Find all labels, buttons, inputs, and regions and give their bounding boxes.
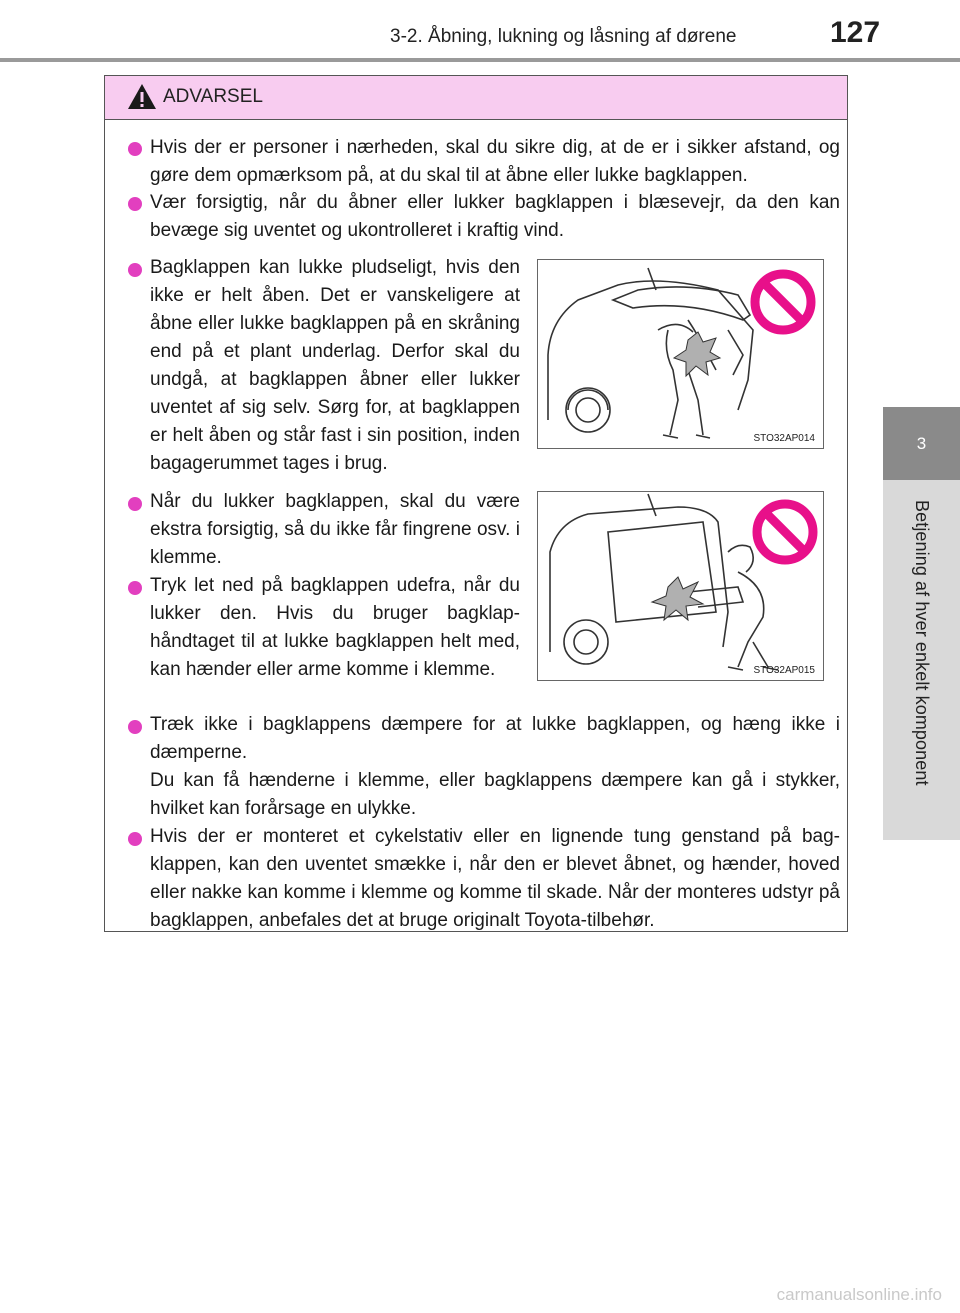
warning-item-7: Hvis der er monteret et cykelstativ eller en lignende tung genstand på bagklappen, kan den uventet smække i, når den er blevet åbnet, og hænder, hoved eller nakke kan komme i klemme og komme til skade. Når der monteres udstyr på bagklappen, anbefales det at bruge originalt Toyota-tilbehør. bbox=[150, 826, 840, 931]
car-tailgate-closing-drawing bbox=[538, 492, 822, 679]
figure-code: STO32AP014 bbox=[753, 433, 815, 444]
page-number: 127 bbox=[830, 16, 881, 49]
bullet-icon bbox=[128, 581, 142, 595]
warning-title: ADVARSEL bbox=[163, 86, 263, 107]
warning-item-5: Tryk let ned på bagklappen udefra, når du lukker den. Hvis du bruger bagklaphåndtaget til at lukke bagklappen helt med, kan hænder eller arme komme i klemme. bbox=[150, 575, 520, 680]
warning-item-3: Bagklappen kan lukke pludseligt, hvis den ikke er helt åben. Det er vanskeligere at åbne eller lukke bagklappen på en skråning end på et plant underlag. Derfor skal du undgå, at bagklappen åbner eller lukker uventet af sig selv. Sørg for, at bagklappen er helt åben og står fast i sin position, inden bagagerummet tages i brug. bbox=[150, 257, 520, 474]
bullet-icon bbox=[128, 497, 142, 511]
warning-header bbox=[105, 76, 847, 120]
warning-item-2: Vær forsigtig, når du åbner eller lukker bagklappen i blæsevejr, da den kan bevæge sig uventet og ukontrolleret i kraftig vind. bbox=[150, 192, 840, 241]
tailgate-slope-illustration bbox=[537, 259, 824, 449]
bullet-icon bbox=[128, 197, 142, 211]
header-divider bbox=[0, 58, 960, 62]
bullet-icon bbox=[128, 832, 142, 846]
warning-item-6-text: Træk ikke i bagklappens dæmpere for at lukke bagklappen, og hæng ikke i dæmperne. bbox=[150, 714, 840, 763]
warning-triangle-icon bbox=[127, 83, 157, 110]
watermark: carmanualsonline.info bbox=[776, 1285, 942, 1304]
warning-box bbox=[104, 75, 848, 932]
chapter-number-tab: 3 bbox=[883, 407, 960, 480]
bullet-icon bbox=[128, 142, 142, 156]
tailgate-closing-illustration bbox=[537, 491, 824, 681]
bullet-icon bbox=[128, 263, 142, 277]
bullet-icon bbox=[128, 720, 142, 734]
warning-item-4: Når du lukker bagklappen, skal du være ekstra forsigtig, så du ikke får fingrene osv. i klemme. bbox=[150, 491, 520, 568]
figure-code: STO32AP015 bbox=[753, 665, 815, 676]
chapter-title: Betjening af hver enkelt komponent bbox=[912, 500, 932, 786]
warning-item-6 bbox=[150, 711, 840, 823]
car-tailgate-drawing bbox=[538, 260, 822, 447]
warning-item-1: Hvis der er personer i nærheden, skal du sikre dig, at de er i sikker afstand, og gøre dem opmærksom på, at du skal til at åbne eller lukke bagklappen. bbox=[150, 137, 840, 186]
section-title: 3-2. Åbning, lukning og låsning af dørene bbox=[390, 26, 737, 47]
warning-item-6-extra: Du kan få hænderne i klemme, eller bagklappens dæmpere kan gå i stykker, hvilket kan forårsage en ulykke. bbox=[150, 770, 840, 819]
